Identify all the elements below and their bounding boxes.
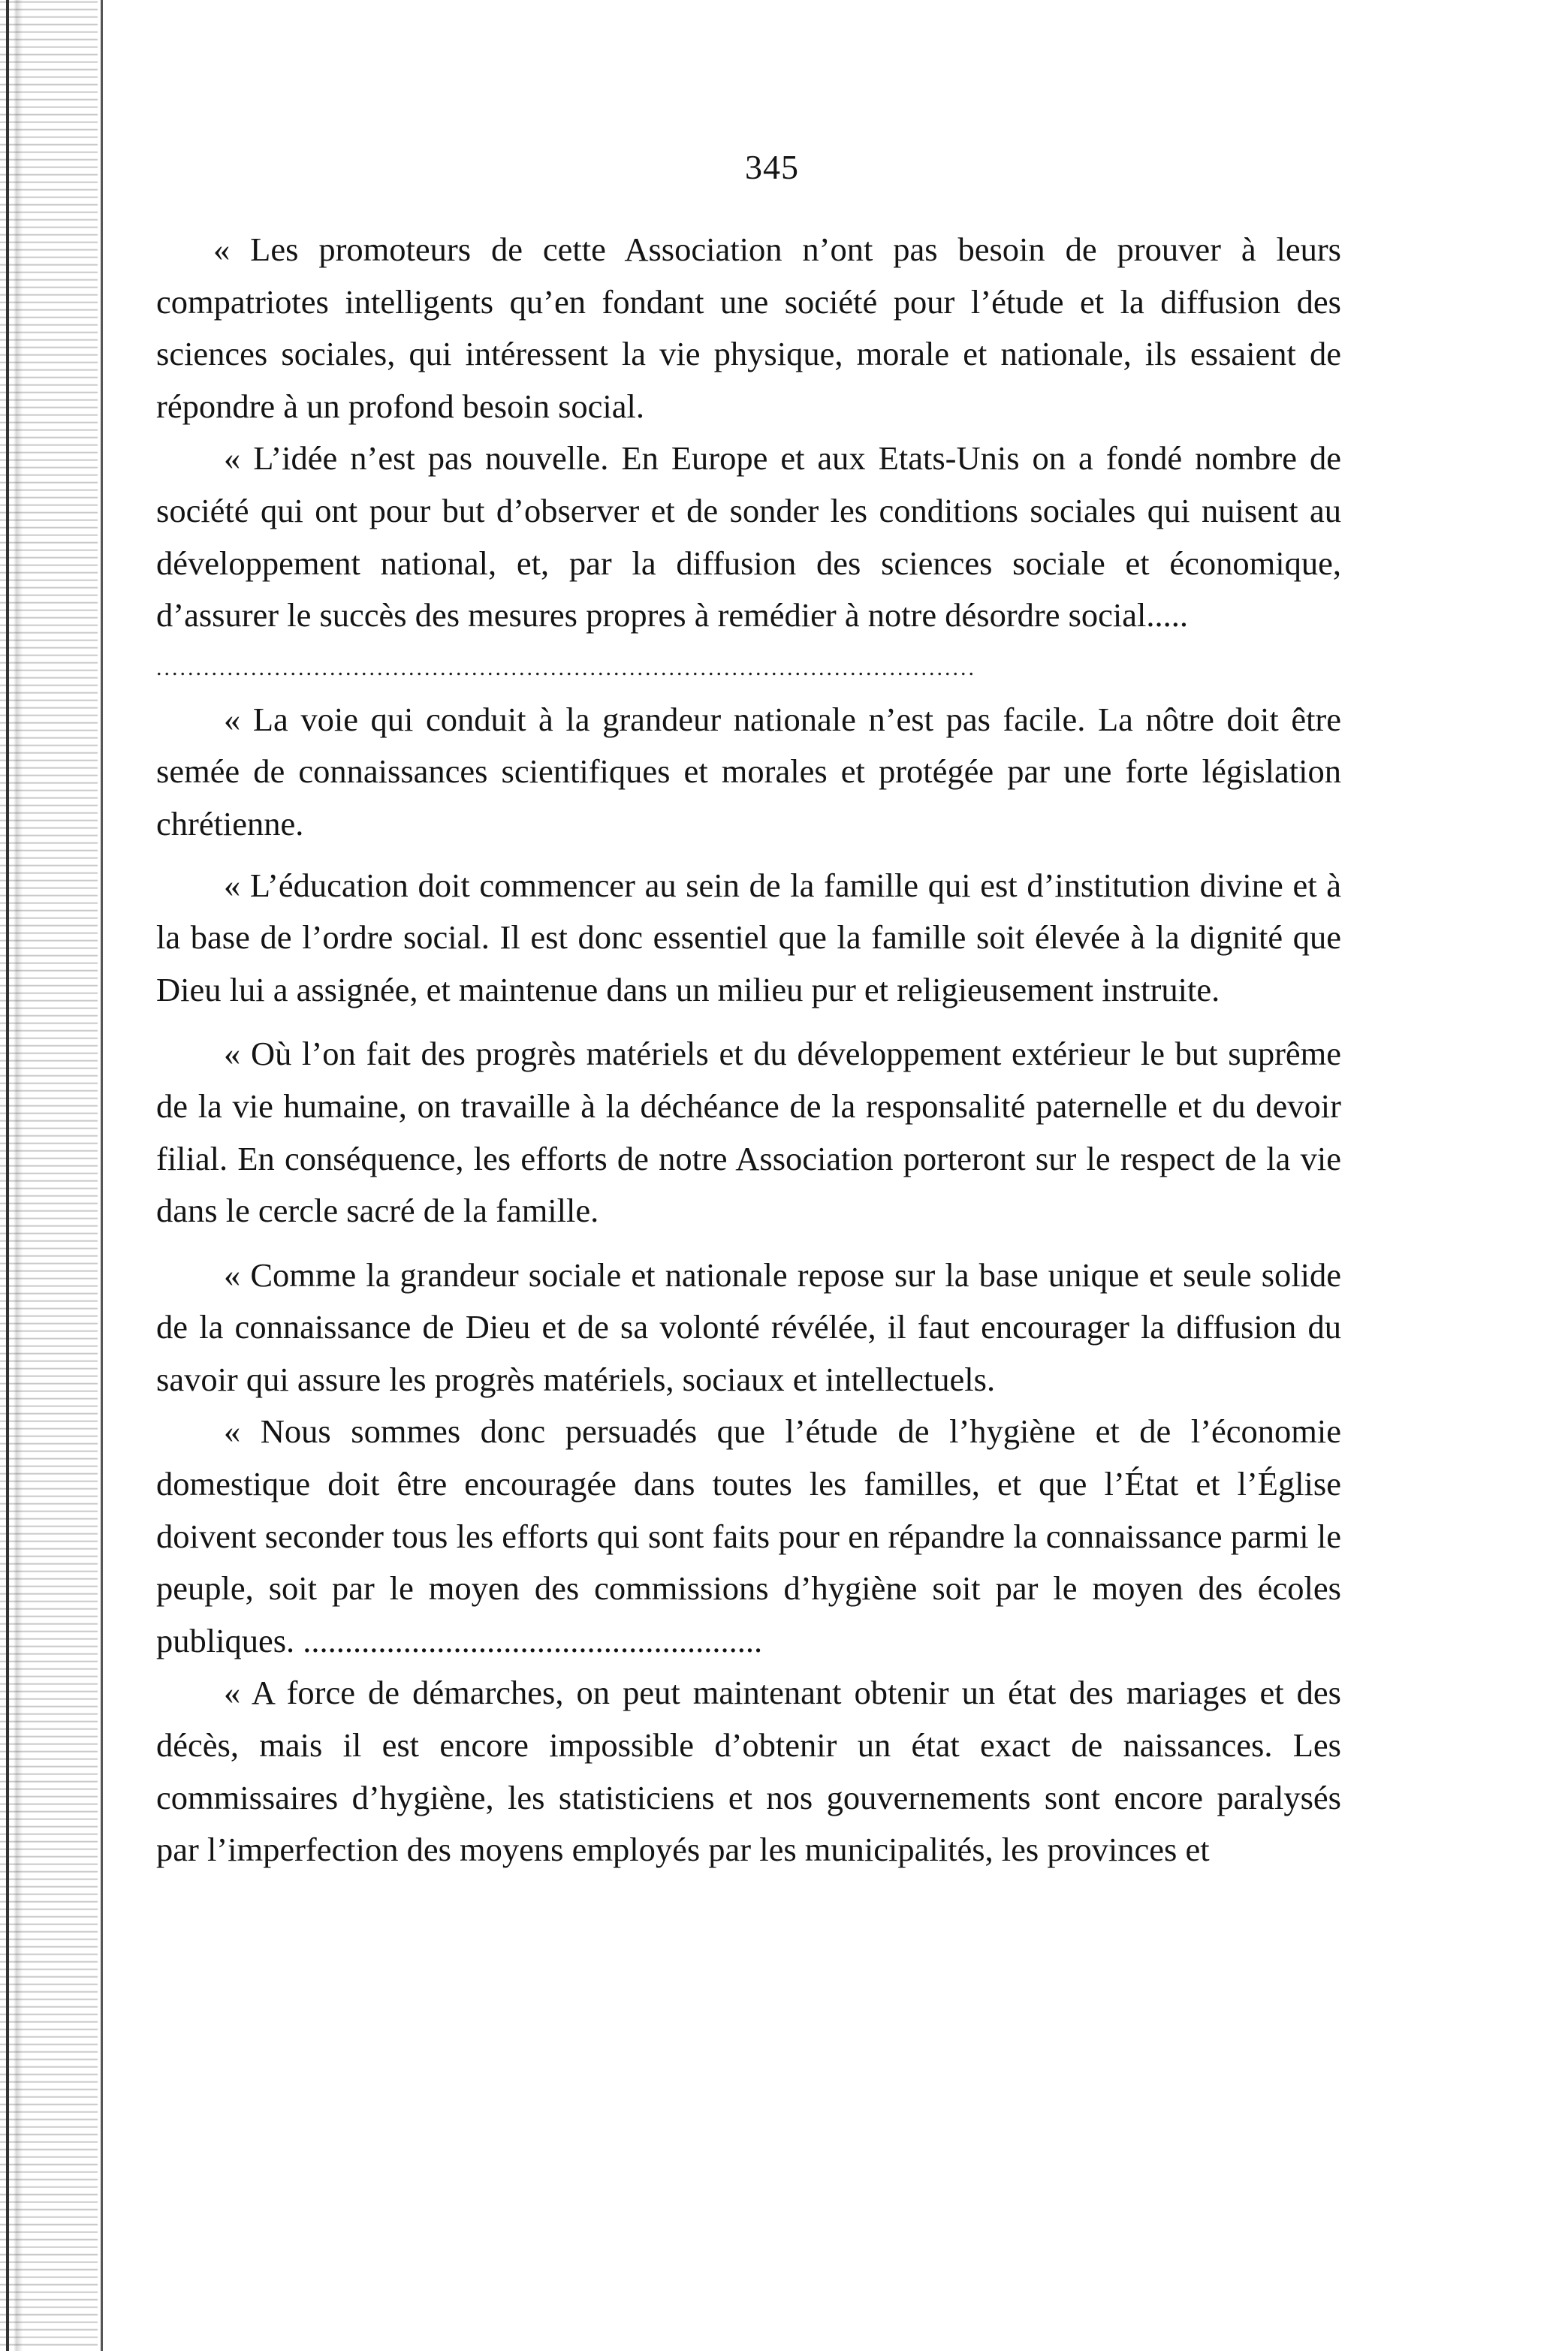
binding-line bbox=[101, 0, 103, 2351]
paragraph: « Comme la grandeur sociale et nationale repose sur la base unique et seule solide de la connaissance de Dieu et de sa volonté révélée, il faut encourager la diffusion du savoir qui assure les progrès matériels, sociaux et intellectuels. bbox=[156, 1255, 1341, 1398]
paragraph: « Nous sommes donc persuadés que l’étude de l’hygiène et de l’économie domestique doit être encouragée dans toutes les familles, et que l’État et l’Église doivent seconder tous les efforts qui sont faits pour en répandre la connaissance parmi le peuple, soit par le moyen des commissions d’hygiène soit par le moyen des écoles publiques. ....................................................... bbox=[156, 1412, 1341, 1659]
paragraph: « Où l’on fait des progrès matériels et du développement extérieur le but suprême de la vie humaine, on travaille à la déchéance de la responsalité paternelle et du devoir filial. En conséquence, les efforts de notre Association porteront sur le respect de la vie dans le cercle sacré de la famille. bbox=[156, 1035, 1341, 1230]
paragraph: « Les promoteurs de cette Association n’ont pas besoin de prouver à leurs compatriotes intelligents qu’en fondant une société pour l’étude et la diffusion des sciences sociales, qui intéressent la vie physique, morale et nationale, ils essaient de répondre à un profond besoin social. bbox=[156, 231, 1341, 425]
body-text bbox=[156, 224, 1341, 1876]
page-number: 345 bbox=[745, 148, 799, 186]
paragraph: « L’idée n’est pas nouvelle. En Europe et aux Etats-Unis on a fondé nombre de société qui ont pour but d’observer et de sonder les conditions sociales qui nuisent au développement national, et, par la diffusion des sciences sociale et économique, d’assurer le succès des mesures propres à remédier à notre désordre social..... bbox=[156, 439, 1341, 634]
paragraph: « L’éducation doit commencer au sein de la famille qui est d’institution divine et à la base de l’ordre social. Il est donc essentiel que la famille soit élevée à la dignité que Dieu lui a assignée, et maintenue dans un milieu pur et religieusement instruite. bbox=[156, 866, 1341, 1008]
paragraph: « A force de démarches, on peut maintenant obtenir un état des mariages et des décès, mais il est encore impossible d’obtenir un état exact de naissances. Les commissaires d’hygiène, les statisticiens et nos gouvernements sont encore paralysés par l’imperfection des moyens employés par les municipalités, les provinces et bbox=[156, 1674, 1341, 1869]
paragraph: « La voie qui conduit à la grandeur nationale n’est pas facile. La nôtre doit être semée de connaissances scientifiques et morales et protégée par une forte législation chrétienne. bbox=[156, 700, 1341, 842]
book-binding-edge bbox=[0, 0, 98, 2351]
binding-line bbox=[6, 0, 9, 2351]
ellipsis-separator: ........................................................................................................ bbox=[156, 655, 976, 680]
